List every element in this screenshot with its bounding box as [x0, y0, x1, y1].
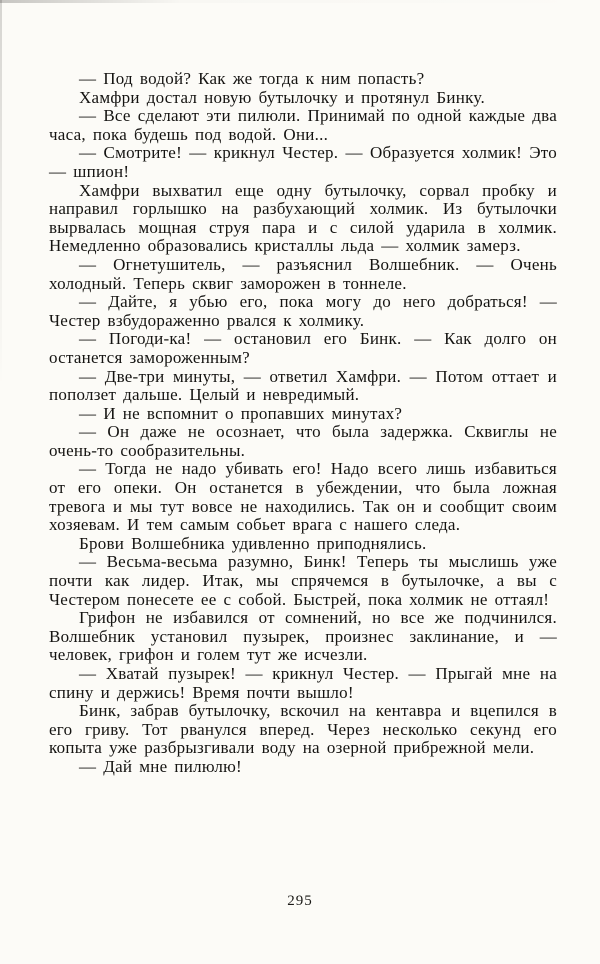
paragraph: — Смотрите! — крикнул Честер. — Образуется холмик! Это — шпион!: [49, 143, 557, 181]
paragraph: Хамфри достал новую бутылочку и протянул Бинку.: [79, 87, 485, 107]
scan-artifact-top: [0, 0, 600, 3]
paragraph: Брови Волшебника удивленно приподнялись.: [79, 533, 427, 553]
paragraph: — Погоди-ка! — остановил его Бинк. — Как долго он останется замороженным?: [49, 329, 557, 367]
paragraph: Грифон не избавился от сомнений, но все же подчинился. Волшебник установил пузырек, произнес заклинание, и — человек, грифон и голем тут же исчезли.: [49, 608, 557, 665]
paragraph: — Под водой? Как же тогда к ним попасть?: [79, 69, 425, 88]
paragraph: — Дайте, я убью его, пока могу до него добраться! — Честер взбудораженно рвался к холмику.: [49, 292, 557, 330]
paragraph: — Все сделают эти пилюли. Принимай по одной каждые два часа, пока будешь под водой. Они...: [49, 106, 557, 144]
paragraph: — Он даже не осознает, что была задержка. Сквиглы не очень-то сообразительны.: [49, 422, 557, 460]
paragraph: — Огнетушитель, — разъяснил Волшебник. — Очень холодный. Теперь сквиг заморожен в тоннеле.: [49, 254, 557, 293]
paragraph: — Две-три минуты, — ответил Хамфри. — Потом оттает и поползет дальше. Целый и невредимый.: [49, 366, 557, 405]
paragraph: — Тогда не надо убивать его! Надо всего лишь избавиться от его опеки. Он останется в убеждении, что была ложная тревога и мы тут вовсе не находились. Так он и сообщит своим хозяевам. И тем самым собьет врага с нашего следа.: [49, 459, 557, 535]
paragraph: — И не вспомнит о пропавших минутах?: [79, 403, 403, 423]
paragraph: — Весьма-весьма разумно, Бинк! Теперь ты мыслишь уже почти как лидер. Итак, мы спрячемся в бутылочке, а вы с Честером понесете ее с собой. Быстрей, пока холмик не оттаял!: [49, 552, 557, 609]
paragraph: — Дай мне пилюлю!: [79, 756, 242, 776]
scan-artifact-left: [0, 0, 2, 964]
paragraph: Хамфри выхватил еще одну бутылочку, сорвал пробку и направил горлышко на разбухающий холмик. Из бутылочки вырвалась мощная струя пара и с силой ударила в холмик. Немедленно образовались кристаллы льда — холмик замерз.: [49, 180, 557, 256]
paragraph: Бинк, забрав бутылочку, вскочил на кентавра и вцепился в его гриву. Тот рванулся вперед. Через несколько секунд его копыта уже разбрызгивали воду на озерной прибрежной мели.: [49, 701, 557, 758]
paragraph: — Хватай пузырек! — крикнул Честер. — Прыгай мне на спину и держись! Время почти вышло!: [49, 664, 557, 702]
page-number: 295: [287, 893, 313, 909]
text-block: [49, 70, 557, 777]
